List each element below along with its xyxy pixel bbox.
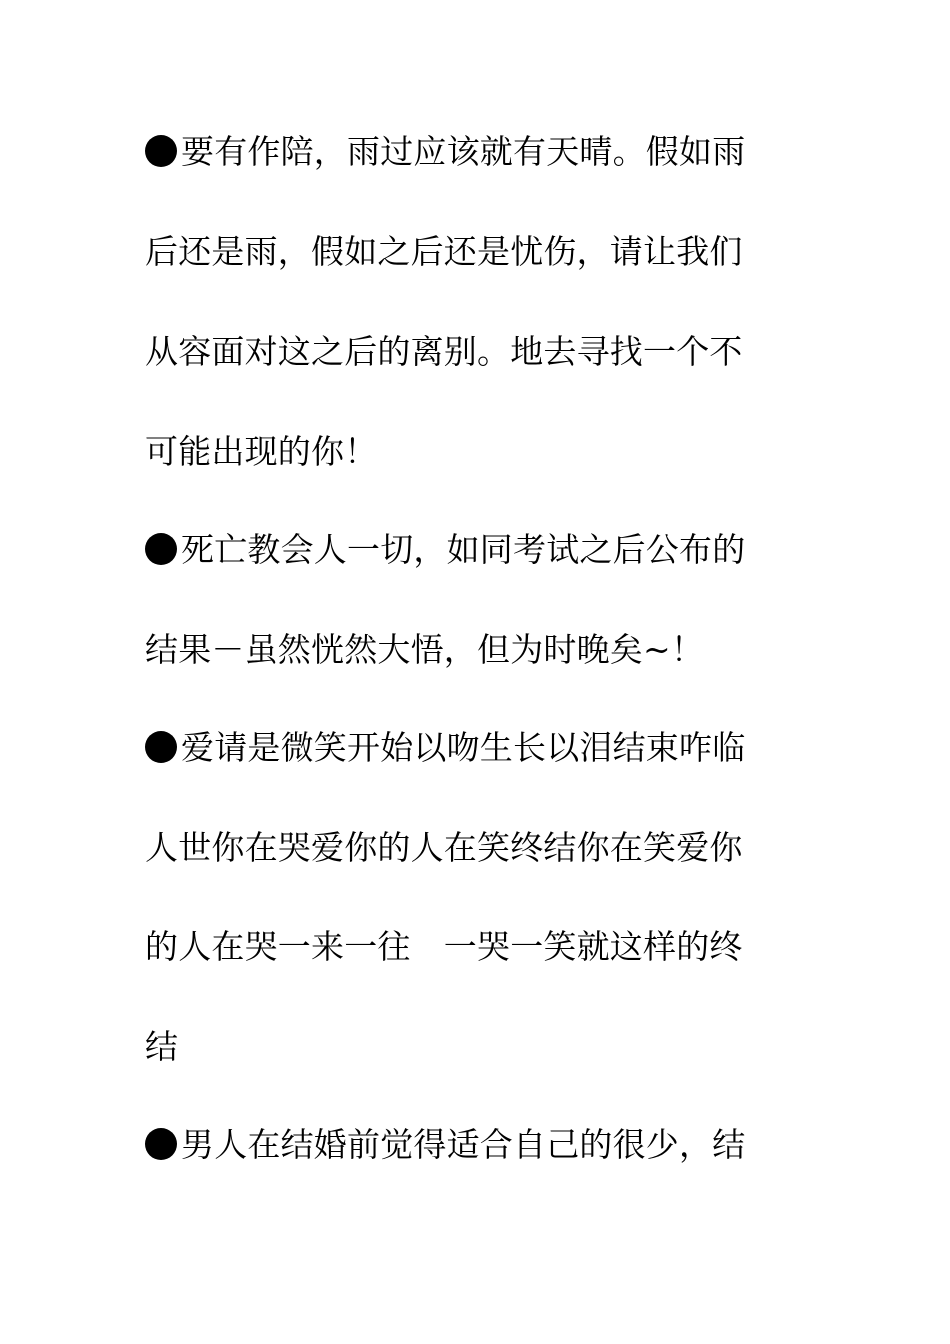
line-text: 后还是雨，假如之后还是忧伤，请让我们 (145, 232, 743, 271)
paragraph-2-line-1 (145, 525, 815, 575)
line-text: 人世你在哭爱你的人在笑终结你在笑爱你 (145, 828, 743, 867)
bullet-icon (145, 135, 177, 167)
line-text: 的人在哭一来一往 一哭一笑就这样的终 (145, 927, 743, 966)
paragraph-4-line-1 (145, 1120, 815, 1170)
paragraph-1-line-1 (145, 127, 815, 177)
line-text: 要有作陪，雨过应该就有天晴。假如雨 (181, 132, 746, 171)
line-text: 爱请是微笑开始以吻生长以泪结束咋临 (181, 728, 746, 767)
line-text: 结果－虽然恍然大悟，但为时晚矣~！ (145, 630, 705, 669)
line-text: 男人在结婚前觉得适合自己的很少，结 (181, 1125, 746, 1164)
bullet-icon (145, 731, 177, 763)
paragraph-1-line-4 (145, 427, 815, 477)
paragraph-1-line-3 (145, 327, 815, 377)
paragraph-3-line-1 (145, 723, 815, 773)
line-text: 结 (145, 1027, 179, 1066)
line-text: 可能出现的你！ (145, 432, 378, 471)
paragraph-1-line-2 (145, 227, 815, 277)
line-text: 死亡教会人一切，如同考试之后公布的 (181, 530, 746, 569)
bullet-icon (145, 533, 177, 565)
paragraph-3-line-2 (145, 823, 815, 873)
line-text: 从容面对这之后的离别。地去寻找一个不 (145, 332, 743, 371)
paragraph-2-line-2 (145, 625, 815, 675)
paragraph-3-line-3 (145, 922, 815, 972)
paragraph-3-line-4 (145, 1022, 815, 1072)
bullet-icon (145, 1128, 177, 1160)
